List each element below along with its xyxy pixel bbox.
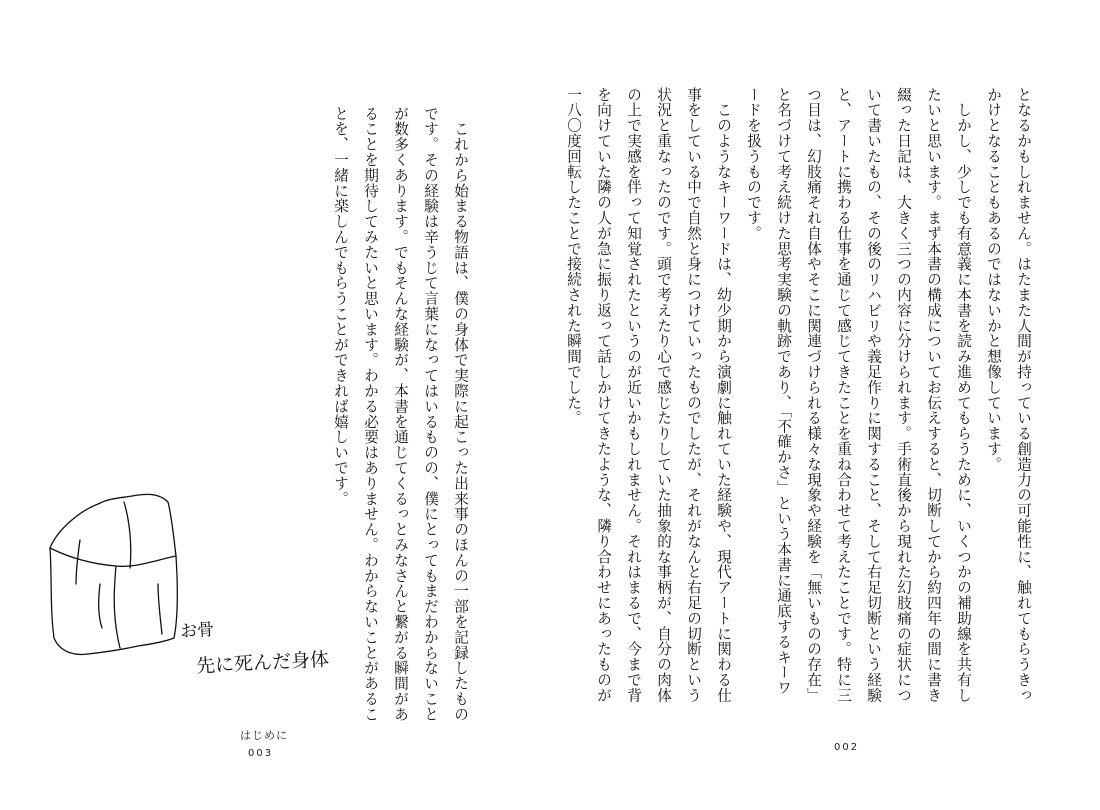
text-column: とを、一緒に楽しんでもらうことができれば嬉しいです。 [332, 106, 349, 507]
page-header: はじめに [240, 729, 288, 742]
text-column: ることを期待してみたいと思います。わかる必要はありません。わからないことがあるこ [362, 106, 379, 722]
text-column: と名づけて考え続けた思考実験の軌跡であり、「不確かさ」という本書に通底するキーワ [775, 87, 792, 696]
text-column: が数多くあります。でもそんな経験が、本書を通じてくるっとみなさんと繋がる瞬間があ [392, 106, 409, 722]
text-column: となるかもしれません。はたまた人間が持っている創造力の可能性に、触れてもらうきっ [1015, 87, 1032, 703]
text-column: かけとなることもあるのではないかと想像しています。 [985, 87, 1002, 472]
text-column: つ目は、幻肢痛それ自体やそこに関連づけられる様々な現象や経験を「無いものの存在」 [805, 87, 822, 703]
page-number: 002 [834, 742, 860, 753]
text-column: いて書いたもの、その後のリハビリや義足作りに関すること、そして右足切断という経験 [865, 87, 882, 703]
text-column: たいと思います。まず本書の構成についてお伝えすると、切断してから約四年の間に書き [925, 87, 942, 703]
text-column: しかし、少しでも有意義に本書を読み進めてもらうために、いくつかの補助線を共有し [955, 87, 972, 703]
text-column: このようなキーワードは、幼少期から演劇に触れていた経験や、現代アートに関わる仕 [715, 87, 732, 703]
text-column: 一八〇度回転したことで接続された瞬間でした。 [565, 87, 582, 426]
text-column: と、アートに携わる仕事を通じて感じてきたことを重ね合わせて考えたことです。特に三 [835, 87, 852, 703]
sketch-caption: お骨 [179, 619, 215, 643]
text-column: を向けていた隣の人が急に振り返って話しかけてきたような、隣り合わせにあったものが [595, 87, 612, 703]
text-column: です。その経験は辛うじて言葉になってはいるものの、僕にとってもまだわからないこと [422, 106, 439, 722]
text-column: 状況と重なったのです。頭で考えたり心で感じたりしていた抽象的な事柄が、自分の肉体 [655, 87, 672, 703]
text-column: の上で実感を伴って知覚されたというのが近いかもしれません。それはまるで、今まで背 [625, 87, 642, 703]
text-column: 事をしている中で自然と身につけていったものでしたが、それがなんと右足の切断という [685, 87, 702, 703]
text-column: ードを扱うものです。 [745, 87, 762, 241]
text-column: 綴った日記は、大きく三つの内容に分けられます。手術直後から現れた幻肢痛の症状につ [895, 87, 912, 703]
page-number: 003 [248, 748, 274, 759]
text-column: これから始まる物語は、僕の身体で実際に起こった出来事のほんの一部を記録したもの [452, 106, 469, 722]
sketch-caption: 先に死んだ身体 [195, 648, 330, 678]
